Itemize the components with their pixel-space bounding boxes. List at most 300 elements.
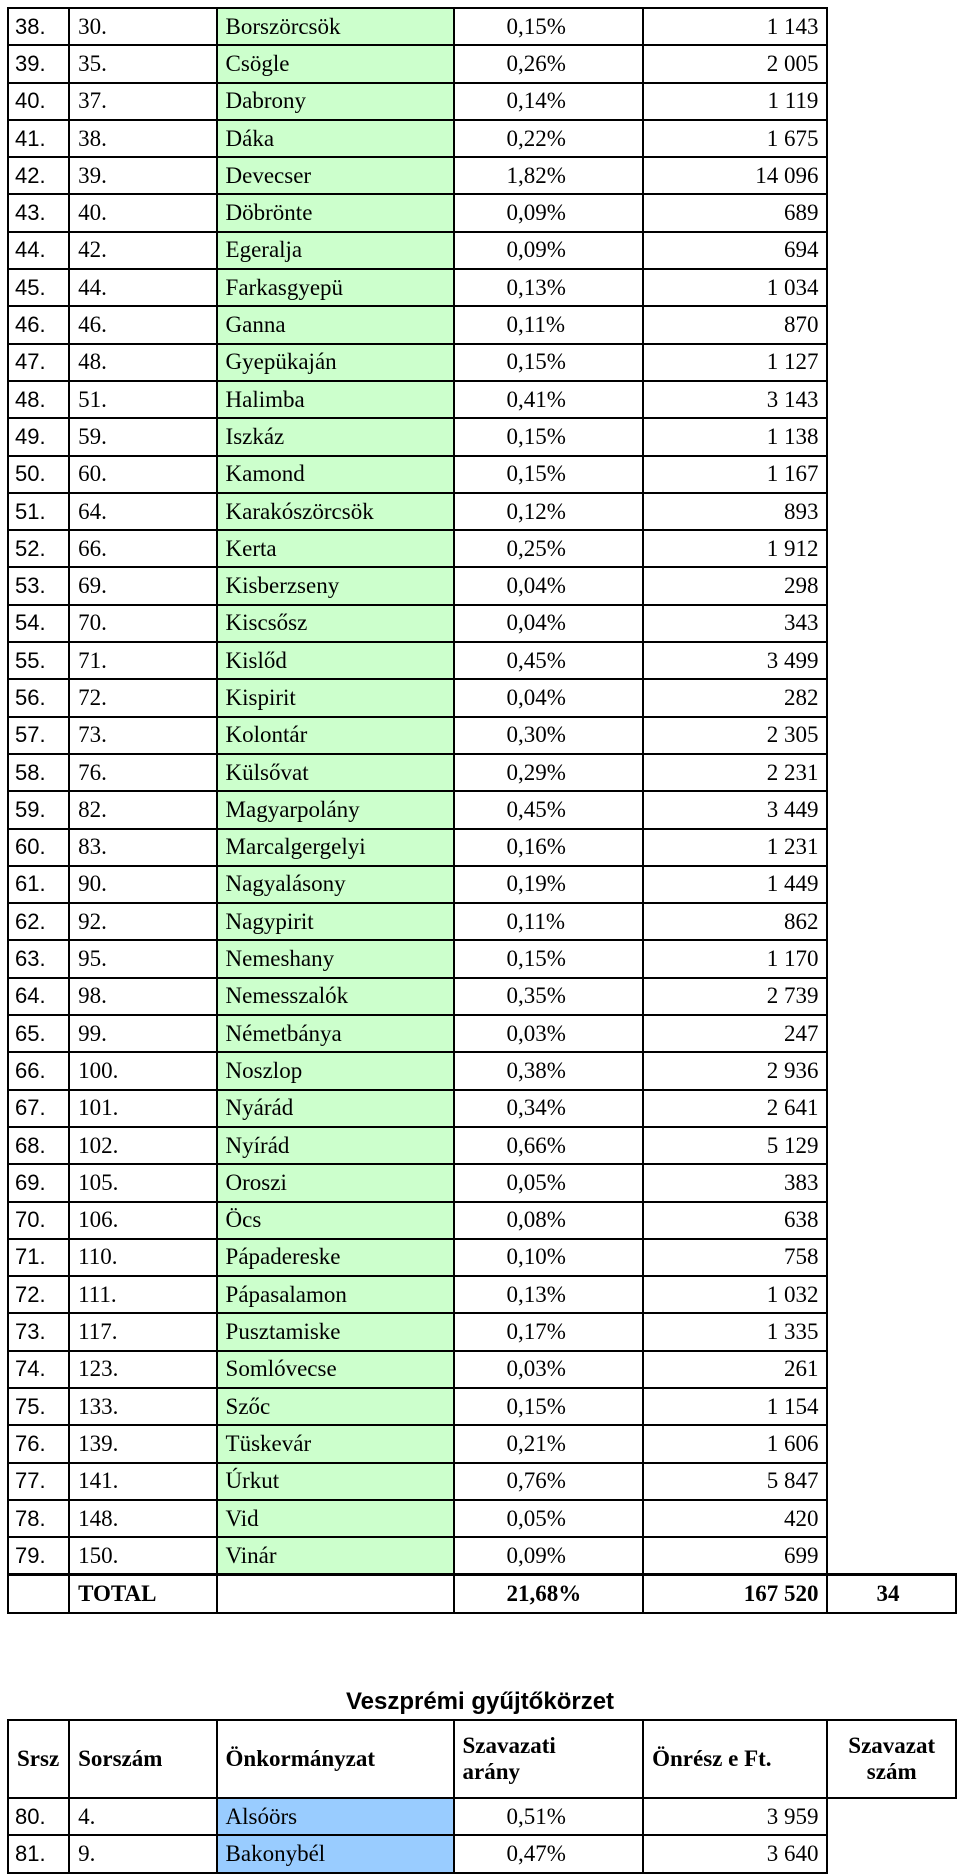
row-empty-cell <box>827 306 956 343</box>
row-percentage: 0,41% <box>454 381 644 418</box>
row-empty-cell <box>827 1015 956 1052</box>
row-onresz: 1 170 <box>643 940 827 977</box>
row-percentage: 0,04% <box>454 679 644 716</box>
row-municipality-name: Külsővat <box>217 754 454 791</box>
table-row <box>8 232 956 269</box>
row-percentage: 0,10% <box>454 1239 644 1276</box>
row-empty-cell <box>827 232 956 269</box>
row-onresz: 343 <box>643 605 827 642</box>
row-srsz: 40. <box>8 83 69 120</box>
row-onresz: 1 119 <box>643 83 827 120</box>
table-row <box>8 493 956 530</box>
row-onresz: 247 <box>643 1015 827 1052</box>
row-percentage: 0,04% <box>454 567 644 604</box>
row-onresz: 699 <box>643 1537 827 1575</box>
row-sorszam: 133. <box>69 1388 216 1425</box>
total-percentage: 21,68% <box>454 1575 644 1613</box>
row-municipality-name: Nyárád <box>217 1090 454 1127</box>
table-row <box>8 45 956 82</box>
header-szavazat-szam <box>827 1720 956 1798</box>
row-empty-cell <box>827 829 956 866</box>
row-sorszam: 101. <box>69 1090 216 1127</box>
row-municipality-name: Pápasalamon <box>217 1276 454 1313</box>
table-body <box>8 8 956 1613</box>
row-onresz: 1 675 <box>643 120 827 157</box>
row-srsz: 55. <box>8 642 69 679</box>
row-municipality-name: Dáka <box>217 120 454 157</box>
row-municipality-name: Marcalgergelyi <box>217 829 454 866</box>
row-srsz: 76. <box>8 1425 69 1462</box>
row-municipality-name: Ganna <box>217 306 454 343</box>
row-srsz: 73. <box>8 1313 69 1350</box>
row-sorszam: 110. <box>69 1239 216 1276</box>
row-sorszam: 70. <box>69 605 216 642</box>
row-municipality-name: Nemesszalók <box>217 978 454 1015</box>
row-srsz: 58. <box>8 754 69 791</box>
row-sorszam: 71. <box>69 642 216 679</box>
row-municipality-name: Noszlop <box>217 1052 454 1089</box>
row-srsz: 45. <box>8 269 69 306</box>
table-row <box>8 530 956 567</box>
row-onresz: 2 936 <box>643 1052 827 1089</box>
row-onresz: 870 <box>643 306 827 343</box>
row-municipality-name: Egeralja <box>217 232 454 269</box>
row-onresz: 420 <box>643 1500 827 1537</box>
row-onresz: 14 096 <box>643 157 827 194</box>
table-row <box>8 829 956 866</box>
row-empty-cell <box>827 605 956 642</box>
header-szavazati-arany <box>454 1720 644 1798</box>
table-row <box>8 120 956 157</box>
row-sorszam: 123. <box>69 1351 216 1388</box>
row-srsz: 66. <box>8 1052 69 1089</box>
table-row <box>8 1239 956 1276</box>
row-onresz: 1 606 <box>643 1425 827 1462</box>
row-municipality-name: Devecser <box>217 157 454 194</box>
row-empty-cell <box>827 1052 956 1089</box>
row-municipality-name: Alsóörs <box>217 1798 454 1835</box>
row-empty-cell <box>827 1500 956 1537</box>
row-municipality-name: Iszkáz <box>217 418 454 455</box>
row-sorszam: 51. <box>69 381 216 418</box>
row-percentage: 0,09% <box>454 1537 644 1575</box>
row-srsz: 67. <box>8 1090 69 1127</box>
table-row <box>8 642 956 679</box>
table-row <box>8 418 956 455</box>
header-szavazati-line2: arány <box>462 1759 521 1784</box>
row-municipality-name: Kiscsősz <box>217 605 454 642</box>
row-onresz: 1 154 <box>643 1388 827 1425</box>
total-label: TOTAL <box>69 1575 216 1613</box>
row-municipality-name: Kispirit <box>217 679 454 716</box>
row-municipality-name: Halimba <box>217 381 454 418</box>
row-srsz: 46. <box>8 306 69 343</box>
row-municipality-name: Németbánya <box>217 1015 454 1052</box>
row-onresz: 3 449 <box>643 791 827 828</box>
row-sorszam: 44. <box>69 269 216 306</box>
row-srsz: 39. <box>8 45 69 82</box>
row-empty-cell <box>827 866 956 903</box>
row-srsz: 48. <box>8 381 69 418</box>
row-onresz: 694 <box>643 232 827 269</box>
table-row <box>8 194 956 231</box>
row-srsz: 81. <box>8 1835 69 1872</box>
row-empty-cell <box>827 642 956 679</box>
row-municipality-name: Nemeshany <box>217 940 454 977</box>
municipality-table-2 <box>7 1719 957 1874</box>
total-name-cell <box>217 1575 454 1613</box>
row-empty-cell <box>827 1798 956 1835</box>
row-srsz: 80. <box>8 1798 69 1835</box>
total-row <box>8 1575 956 1613</box>
row-sorszam: 4. <box>69 1798 216 1835</box>
row-percentage: 0,04% <box>454 605 644 642</box>
header-row <box>8 1720 956 1798</box>
row-municipality-name: Tüskevár <box>217 1425 454 1462</box>
table-row <box>8 1463 956 1500</box>
header-onresz: Önrész e Ft. <box>643 1720 827 1798</box>
row-onresz: 282 <box>643 679 827 716</box>
row-municipality-name: Dabrony <box>217 83 454 120</box>
row-percentage: 0,35% <box>454 978 644 1015</box>
row-sorszam: 60. <box>69 456 216 493</box>
row-municipality-name: Vinár <box>217 1537 454 1575</box>
row-onresz: 1 034 <box>643 269 827 306</box>
row-sorszam: 105. <box>69 1164 216 1201</box>
row-percentage: 0,12% <box>454 493 644 530</box>
row-sorszam: 59. <box>69 418 216 455</box>
row-percentage: 0,11% <box>454 903 644 940</box>
table-row <box>8 1351 956 1388</box>
row-onresz: 298 <box>643 567 827 604</box>
row-percentage: 0,66% <box>454 1127 644 1164</box>
row-sorszam: 148. <box>69 1500 216 1537</box>
total-onresz: 167 520 <box>643 1575 827 1613</box>
row-municipality-name: Oroszi <box>217 1164 454 1201</box>
row-sorszam: 95. <box>69 940 216 977</box>
row-empty-cell <box>827 418 956 455</box>
row-municipality-name: Nagypirit <box>217 903 454 940</box>
row-percentage: 0,21% <box>454 1425 644 1462</box>
row-empty-cell <box>827 940 956 977</box>
row-municipality-name: Vid <box>217 1500 454 1537</box>
row-percentage: 0,15% <box>454 1388 644 1425</box>
row-percentage: 0,45% <box>454 642 644 679</box>
table-row <box>8 456 956 493</box>
row-srsz: 75. <box>8 1388 69 1425</box>
row-percentage: 0,26% <box>454 45 644 82</box>
row-srsz: 50. <box>8 456 69 493</box>
table-row <box>8 344 956 381</box>
row-empty-cell <box>827 456 956 493</box>
row-onresz: 261 <box>643 1351 827 1388</box>
row-srsz: 74. <box>8 1351 69 1388</box>
row-percentage: 0,30% <box>454 717 644 754</box>
row-percentage: 1,82% <box>454 157 644 194</box>
row-percentage: 0,09% <box>454 232 644 269</box>
row-srsz: 61. <box>8 866 69 903</box>
row-empty-cell <box>827 1202 956 1239</box>
row-percentage: 0,09% <box>454 194 644 231</box>
row-onresz: 1 127 <box>643 344 827 381</box>
row-percentage: 0,13% <box>454 1276 644 1313</box>
row-municipality-name: Kisberzseny <box>217 567 454 604</box>
row-percentage: 0,22% <box>454 120 644 157</box>
row-srsz: 47. <box>8 344 69 381</box>
total-szavazat: 34 <box>827 1575 956 1613</box>
table-row <box>8 381 956 418</box>
row-municipality-name: Csögle <box>217 45 454 82</box>
row-empty-cell <box>827 1164 956 1201</box>
row-percentage: 0,45% <box>454 791 644 828</box>
row-empty-cell <box>827 45 956 82</box>
row-srsz: 56. <box>8 679 69 716</box>
row-sorszam: 40. <box>69 194 216 231</box>
total-srsz-cell <box>8 1575 69 1613</box>
row-empty-cell <box>827 1835 956 1872</box>
row-municipality-name: Magyarpolány <box>217 791 454 828</box>
row-srsz: 70. <box>8 1202 69 1239</box>
row-sorszam: 99. <box>69 1015 216 1052</box>
row-empty-cell <box>827 978 956 1015</box>
table-row <box>8 679 956 716</box>
table-row <box>8 1425 956 1462</box>
row-sorszam: 42. <box>69 232 216 269</box>
row-empty-cell <box>827 754 956 791</box>
row-sorszam: 111. <box>69 1276 216 1313</box>
row-srsz: 59. <box>8 791 69 828</box>
row-onresz: 689 <box>643 194 827 231</box>
row-sorszam: 139. <box>69 1425 216 1462</box>
row-municipality-name: Kerta <box>217 530 454 567</box>
row-sorszam: 98. <box>69 978 216 1015</box>
row-sorszam: 9. <box>69 1835 216 1872</box>
table-row <box>8 903 956 940</box>
row-empty-cell <box>827 679 956 716</box>
table-row <box>8 717 956 754</box>
row-srsz: 69. <box>8 1164 69 1201</box>
table-row <box>8 1276 956 1313</box>
row-empty-cell <box>827 791 956 828</box>
row-onresz: 5 129 <box>643 1127 827 1164</box>
row-srsz: 54. <box>8 605 69 642</box>
table-row <box>8 1835 956 1872</box>
row-empty-cell <box>827 8 956 45</box>
table-row <box>8 754 956 791</box>
row-sorszam: 100. <box>69 1052 216 1089</box>
row-sorszam: 72. <box>69 679 216 716</box>
row-srsz: 42. <box>8 157 69 194</box>
table-row <box>8 1164 956 1201</box>
row-empty-cell <box>827 1276 956 1313</box>
row-srsz: 38. <box>8 8 69 45</box>
table-row <box>8 157 956 194</box>
row-srsz: 52. <box>8 530 69 567</box>
row-onresz: 1 335 <box>643 1313 827 1350</box>
row-onresz: 1 143 <box>643 8 827 45</box>
row-municipality-name: Döbrönte <box>217 194 454 231</box>
header-szavazati-line1: Szavazati <box>462 1732 556 1758</box>
row-municipality-name: Somlóvecse <box>217 1351 454 1388</box>
row-srsz: 78. <box>8 1500 69 1537</box>
row-sorszam: 64. <box>69 493 216 530</box>
row-srsz: 41. <box>8 120 69 157</box>
row-percentage: 0,25% <box>454 530 644 567</box>
table-row <box>8 605 956 642</box>
row-sorszam: 82. <box>69 791 216 828</box>
row-sorszam: 38. <box>69 120 216 157</box>
row-sorszam: 73. <box>69 717 216 754</box>
row-sorszam: 37. <box>69 83 216 120</box>
row-sorszam: 48. <box>69 344 216 381</box>
table-row <box>8 1052 956 1089</box>
row-srsz: 64. <box>8 978 69 1015</box>
municipality-table-1 <box>7 7 957 1614</box>
table-row <box>8 791 956 828</box>
row-percentage: 0,47% <box>454 1835 644 1872</box>
table-row <box>8 1537 956 1575</box>
table-body <box>8 1798 956 1873</box>
row-percentage: 0,08% <box>454 1202 644 1239</box>
row-srsz: 53. <box>8 567 69 604</box>
row-srsz: 77. <box>8 1463 69 1500</box>
row-onresz: 2 641 <box>643 1090 827 1127</box>
table-row <box>8 1313 956 1350</box>
row-sorszam: 150. <box>69 1537 216 1575</box>
row-onresz: 2 305 <box>643 717 827 754</box>
row-percentage: 0,16% <box>454 829 644 866</box>
row-municipality-name: Kamond <box>217 456 454 493</box>
row-empty-cell <box>827 120 956 157</box>
row-onresz: 862 <box>643 903 827 940</box>
row-onresz: 3 143 <box>643 381 827 418</box>
table-row <box>8 8 956 45</box>
row-municipality-name: Karakószörcsök <box>217 493 454 530</box>
row-srsz: 44. <box>8 232 69 269</box>
row-empty-cell <box>827 530 956 567</box>
row-percentage: 0,05% <box>454 1164 644 1201</box>
row-empty-cell <box>827 567 956 604</box>
row-percentage: 0,76% <box>454 1463 644 1500</box>
row-srsz: 62. <box>8 903 69 940</box>
row-srsz: 60. <box>8 829 69 866</box>
row-empty-cell <box>827 269 956 306</box>
table-row <box>8 567 956 604</box>
row-empty-cell <box>827 83 956 120</box>
row-srsz: 71. <box>8 1239 69 1276</box>
row-municipality-name: Gyepükaján <box>217 344 454 381</box>
row-percentage: 0,11% <box>454 306 644 343</box>
row-onresz: 1 032 <box>643 1276 827 1313</box>
row-onresz: 3 959 <box>643 1798 827 1835</box>
row-percentage: 0,38% <box>454 1052 644 1089</box>
row-srsz: 79. <box>8 1537 69 1575</box>
row-srsz: 57. <box>8 717 69 754</box>
table-row <box>8 866 956 903</box>
row-srsz: 51. <box>8 493 69 530</box>
row-sorszam: 35. <box>69 45 216 82</box>
table-row <box>8 940 956 977</box>
row-percentage: 0,03% <box>454 1015 644 1052</box>
row-municipality-name: Kislőd <box>217 642 454 679</box>
table-row <box>8 1202 956 1239</box>
row-percentage: 0,34% <box>454 1090 644 1127</box>
row-onresz: 758 <box>643 1239 827 1276</box>
row-sorszam: 69. <box>69 567 216 604</box>
row-sorszam: 90. <box>69 866 216 903</box>
row-sorszam: 106. <box>69 1202 216 1239</box>
table-row <box>8 83 956 120</box>
row-onresz: 383 <box>643 1164 827 1201</box>
row-empty-cell <box>827 1463 956 1500</box>
table-row <box>8 1500 956 1537</box>
row-onresz: 2 739 <box>643 978 827 1015</box>
row-onresz: 1 138 <box>643 418 827 455</box>
row-municipality-name: Nyírád <box>217 1127 454 1164</box>
row-onresz: 3 499 <box>643 642 827 679</box>
row-percentage: 0,15% <box>454 940 644 977</box>
table-row <box>8 269 956 306</box>
row-empty-cell <box>827 344 956 381</box>
row-sorszam: 102. <box>69 1127 216 1164</box>
row-percentage: 0,13% <box>454 269 644 306</box>
row-srsz: 65. <box>8 1015 69 1052</box>
table-row <box>8 1798 956 1835</box>
row-srsz: 72. <box>8 1276 69 1313</box>
header-srsz: Srsz <box>8 1720 69 1798</box>
row-sorszam: 46. <box>69 306 216 343</box>
row-percentage: 0,05% <box>454 1500 644 1537</box>
row-percentage: 0,29% <box>454 754 644 791</box>
row-municipality-name: Pápadereske <box>217 1239 454 1276</box>
row-empty-cell <box>827 1127 956 1164</box>
row-sorszam: 30. <box>69 8 216 45</box>
row-municipality-name: Nagyalásony <box>217 866 454 903</box>
table-row <box>8 978 956 1015</box>
row-municipality-name: Öcs <box>217 1202 454 1239</box>
row-municipality-name: Kolontár <box>217 717 454 754</box>
row-percentage: 0,15% <box>454 418 644 455</box>
row-srsz: 68. <box>8 1127 69 1164</box>
table-row <box>8 1127 956 1164</box>
row-municipality-name: Bakonybél <box>217 1835 454 1872</box>
row-municipality-name: Szőc <box>217 1388 454 1425</box>
row-sorszam: 66. <box>69 530 216 567</box>
row-empty-cell <box>827 1090 956 1127</box>
row-percentage: 0,19% <box>454 866 644 903</box>
row-percentage: 0,15% <box>454 456 644 493</box>
row-empty-cell <box>827 903 956 940</box>
row-empty-cell <box>827 1537 956 1575</box>
table-row <box>8 1015 956 1052</box>
row-onresz: 3 640 <box>643 1835 827 1872</box>
row-municipality-name: Borszörcsök <box>217 8 454 45</box>
row-empty-cell <box>827 1313 956 1350</box>
row-onresz: 5 847 <box>643 1463 827 1500</box>
row-empty-cell <box>827 381 956 418</box>
row-empty-cell <box>827 1239 956 1276</box>
header-onkormanyzat: Önkormányzat <box>217 1720 454 1798</box>
row-empty-cell <box>827 194 956 231</box>
row-percentage: 0,15% <box>454 344 644 381</box>
row-municipality-name: Farkasgyepü <box>217 269 454 306</box>
header-sorszam: Sorszám <box>69 1720 216 1798</box>
row-empty-cell <box>827 1351 956 1388</box>
row-onresz: 2 231 <box>643 754 827 791</box>
header-szavazat-line1: Szavazat <box>848 1732 936 1758</box>
row-sorszam: 76. <box>69 754 216 791</box>
row-sorszam: 83. <box>69 829 216 866</box>
